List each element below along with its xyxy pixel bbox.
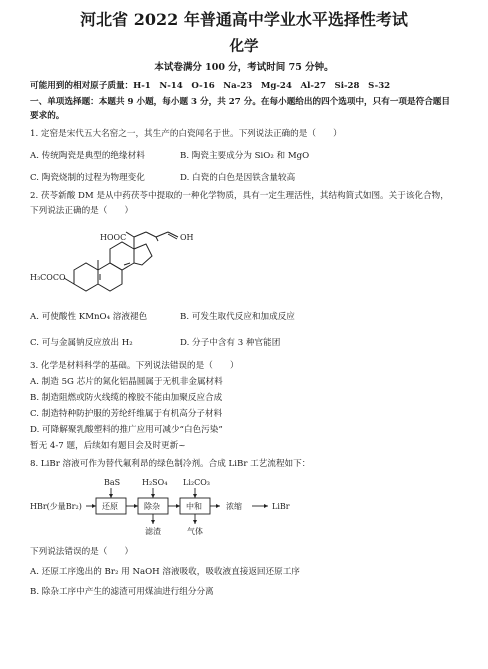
gap-note: 暂无 4-7 题，后续如有题目会及时更新~ — [30, 441, 186, 451]
flow-box3-label: 中和 — [186, 502, 202, 511]
struct-label-ester: H₃COCO — [30, 273, 66, 282]
q2-stem: 2. 茯苓新酸 DM 是从中药茯苓中提取的一种化学物质，具有一定生理活性，其结构简式如图。关于该化合物， — [30, 191, 449, 201]
q2-structure-diagram — [30, 218, 230, 308]
flow-reagent-h2so4: H₂SO₄ — [142, 478, 168, 487]
q1-stem: 1. 定窑是宋代五大名窑之一，其生产的白瓷闻名于世。下列说法正确的是（ ） — [30, 129, 342, 139]
subject-title: 化学 — [229, 38, 259, 55]
flow-box2-label: 除杂 — [144, 502, 160, 511]
q3-option-a: A. 制造 5G 芯片的氮化铝晶圆属于无机非金属材料 — [30, 377, 223, 387]
struct-label-cooh: HOOC — [100, 233, 127, 242]
q3-option-d: D. 可降解聚乳酸塑料的推广应用可减少“白色污染” — [30, 425, 223, 435]
section1-heading: 一、单项选择题：本题共 9 小题，每小题 3 分，共 27 分。在每小题给出的四个选项中，只有一项是符合题目 — [30, 97, 450, 107]
section1-heading-cont: 要求的。 — [30, 111, 65, 121]
flow-box1-label: 还原 — [102, 502, 118, 511]
q8-stem: 8. LiBr 溶液可作为替代氟利昂的绿色制冷剂。合成 LiBr 工艺流程如下： — [30, 459, 311, 469]
q8-option-b: B. 除杂工序中产生的滤渣可用煤油进行组分分离 — [30, 587, 214, 597]
flow-byproduct-gas: 气体 — [187, 527, 203, 536]
q8-option-a: A. 还原工序逸出的 Br₂ 用 NaOH 溶液吸收，吸收液直接返回还原工序 — [30, 567, 300, 577]
q3-stem: 3. 化学是材料科学的基础。下列说法错误的是（ ） — [30, 361, 239, 371]
exam-note: 本试卷满分 100 分，考试时间 75 分钟。 — [154, 62, 334, 73]
q1-option-a: A. 传统陶瓷是典型的绝缘材料 — [30, 151, 145, 161]
q8-ask: 下列说法错误的是（ ） — [30, 547, 134, 557]
struct-label-oh: OH — [180, 233, 194, 242]
q2-option-c: C. 可与金属钠反应放出 H₂ — [30, 338, 133, 348]
flow-reagent-li2co3: Li₂CO₃ — [183, 478, 210, 487]
q2-option-b: B. 可发生取代反应和加成反应 — [180, 312, 295, 322]
atomic-masses: 可能用到的相对原子质量：H-1 N-14 O-16 Na-23 Mg-24 Al-27 Si-28 S-32 — [30, 81, 391, 91]
flow-byproduct-residue: 滤渣 — [145, 527, 161, 536]
q1-option-b: B. 陶瓷主要成分为 SiO₂ 和 MgO — [180, 151, 310, 161]
flow-reagent-bas: BaS — [104, 478, 121, 487]
flow-step-concentrate: 浓缩 — [226, 502, 242, 511]
q2-stem-cont: 下列说法正确的是（ ） — [30, 206, 134, 216]
q8-process-flow-diagram — [30, 474, 330, 540]
q2-option-a: A. 可使酸性 KMnO₄ 溶液褪色 — [30, 312, 148, 322]
q1-option-d: D. 白瓷的白色是因铁含量较高 — [180, 173, 296, 183]
q1-option-c: C. 陶瓷烧制的过程为物理变化 — [30, 173, 145, 183]
exam-title: 河北省 2022 年普通高中学业水平选择性考试 — [80, 10, 408, 29]
flow-feed: HBr(少量Br₂) — [30, 502, 82, 511]
q3-option-c: C. 制造特种防护服的芳纶纤维属于有机高分子材料 — [30, 409, 223, 419]
flow-product: LiBr — [272, 502, 290, 511]
q2-option-d: D. 分子中含有 3 种官能团 — [180, 338, 281, 348]
q3-option-b: B. 制造阻燃或防火线缆的橡胶不能由加聚反应合成 — [30, 393, 223, 403]
